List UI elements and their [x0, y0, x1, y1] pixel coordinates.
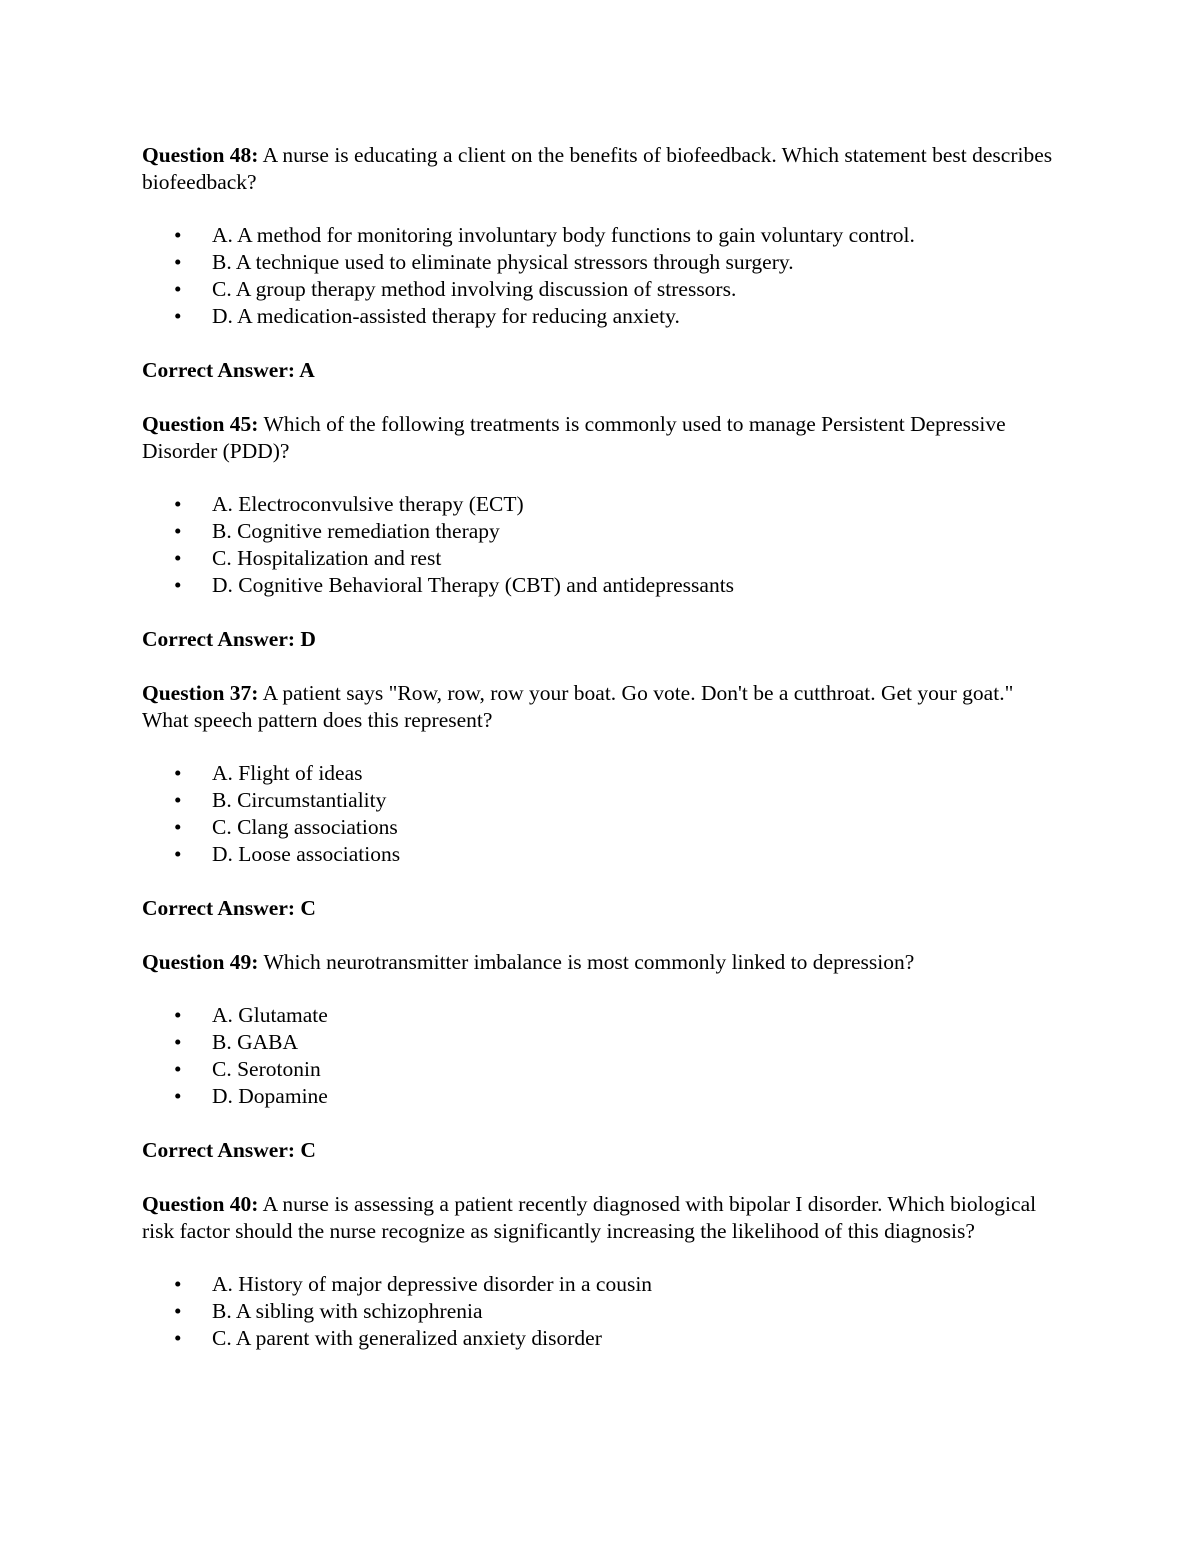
option-text: D. A medication-assisted therapy for reducing anxiety.: [212, 304, 680, 328]
question-text: [142, 411, 1062, 465]
option-item: [142, 572, 1062, 599]
question-text: [142, 142, 1062, 196]
question-label: Question 45:: [142, 412, 259, 436]
option-item: [142, 760, 1062, 787]
bullet-icon: •: [174, 1057, 182, 1081]
option-text: A. A method for monitoring involuntary body functions to gain voluntary control.: [212, 223, 915, 247]
option-text: C. Clang associations: [212, 815, 398, 839]
option-text: A. History of major depressive disorder in a cousin: [212, 1272, 653, 1296]
bullet-icon: •: [174, 1299, 182, 1323]
option-text: D. Cognitive Behavioral Therapy (CBT) and antidepressants: [212, 573, 735, 597]
question-label: Question 48:: [142, 143, 259, 167]
options-list: [142, 491, 1062, 599]
question-text: [142, 680, 1062, 734]
option-item: [142, 1325, 1062, 1352]
options-list: [142, 760, 1062, 868]
question-block-49: [142, 949, 1062, 1164]
option-item: [142, 814, 1062, 841]
options-list: [142, 1271, 1062, 1352]
bullet-icon: •: [174, 546, 182, 570]
option-text: C. A group therapy method involving discussion of stressors.: [212, 277, 737, 301]
correct-answer: Correct Answer: C: [142, 896, 316, 920]
option-item: [142, 303, 1062, 330]
option-item: [142, 1298, 1062, 1325]
bullet-icon: •: [174, 250, 182, 274]
option-text: B. GABA: [212, 1030, 299, 1054]
bullet-icon: •: [174, 1003, 182, 1027]
option-text: C. A parent with generalized anxiety disorder: [212, 1326, 602, 1350]
option-item: [142, 222, 1062, 249]
question-body: A nurse is educating a client on the benefits of biofeedback. Which statement best describes biofeedback?: [142, 143, 1053, 194]
bullet-icon: •: [174, 573, 182, 597]
question-block-48: [142, 142, 1062, 384]
document-page: [142, 142, 1062, 1379]
option-text: C. Hospitalization and rest: [212, 546, 442, 570]
option-text: A. Glutamate: [212, 1003, 328, 1027]
option-item: [142, 841, 1062, 868]
option-text: B. Cognitive remediation therapy: [212, 519, 500, 543]
option-item: [142, 1029, 1062, 1056]
question-text: [142, 949, 1062, 976]
question-block-45: [142, 411, 1062, 653]
option-item: [142, 545, 1062, 572]
bullet-icon: •: [174, 492, 182, 516]
bullet-icon: •: [174, 1084, 182, 1108]
bullet-icon: •: [174, 1030, 182, 1054]
question-block-37: [142, 680, 1062, 922]
bullet-icon: •: [174, 1326, 182, 1350]
option-item: [142, 1056, 1062, 1083]
option-item: [142, 1002, 1062, 1029]
correct-answer: Correct Answer: A: [142, 358, 315, 382]
option-item: [142, 1271, 1062, 1298]
question-label: Question 49:: [142, 950, 259, 974]
option-item: [142, 491, 1062, 518]
bullet-icon: •: [174, 788, 182, 812]
option-item: [142, 787, 1062, 814]
question-body: Which of the following treatments is commonly used to manage Persistent Depressive Disorder (PDD)?: [142, 412, 1006, 463]
correct-answer: Correct Answer: C: [142, 1138, 316, 1162]
bullet-icon: •: [174, 815, 182, 839]
question-body: A nurse is assessing a patient recently diagnosed with bipolar I disorder. Which biological risk factor should the nurse recognize as significantly increasing the likelihood of this diagnosis?: [142, 1192, 1037, 1243]
correct-answer: Correct Answer: D: [142, 627, 316, 651]
question-block-40: [142, 1191, 1062, 1352]
question-label: Question 37:: [142, 681, 259, 705]
option-item: [142, 518, 1062, 545]
question-text: [142, 1191, 1062, 1245]
option-item: [142, 276, 1062, 303]
option-text: D. Dopamine: [212, 1084, 328, 1108]
option-text: A. Flight of ideas: [212, 761, 363, 785]
bullet-icon: •: [174, 304, 182, 328]
option-text: B. A sibling with schizophrenia: [212, 1299, 483, 1323]
question-label: Question 40:: [142, 1192, 259, 1216]
option-text: D. Loose associations: [212, 842, 401, 866]
options-list: [142, 222, 1062, 330]
question-body: Which neurotransmitter imbalance is most commonly linked to depression?: [258, 950, 915, 974]
option-item: [142, 1083, 1062, 1110]
bullet-icon: •: [174, 223, 182, 247]
bullet-icon: •: [174, 1272, 182, 1296]
options-list: [142, 1002, 1062, 1110]
bullet-icon: •: [174, 519, 182, 543]
option-item: [142, 249, 1062, 276]
bullet-icon: •: [174, 842, 182, 866]
bullet-icon: •: [174, 761, 182, 785]
option-text: A. Electroconvulsive therapy (ECT): [212, 492, 524, 516]
option-text: B. Circumstantiality: [212, 788, 387, 812]
option-text: B. A technique used to eliminate physical stressors through surgery.: [212, 250, 794, 274]
bullet-icon: •: [174, 277, 182, 301]
question-body: A patient says "Row, row, row your boat. Go vote. Don't be a cutthroat. Get your goat." What speech pattern does this represent?: [142, 681, 1014, 732]
option-text: C. Serotonin: [212, 1057, 321, 1081]
